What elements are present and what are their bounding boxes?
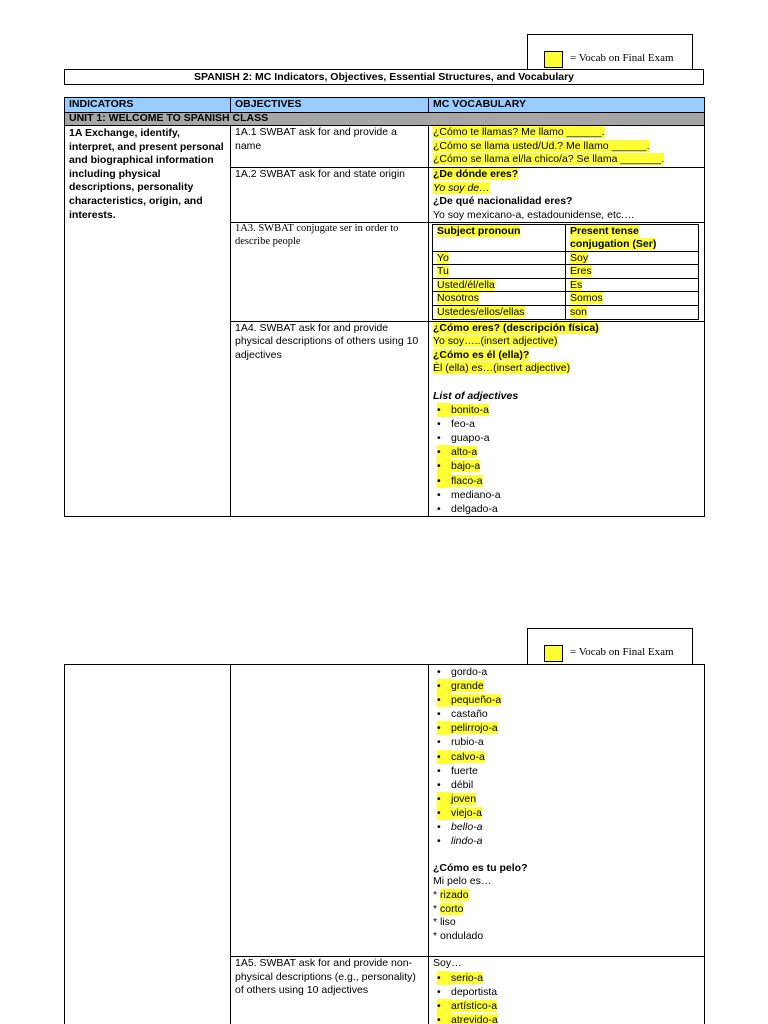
vocab-1a2-q2: ¿De qué nacionalidad eres? bbox=[433, 195, 573, 208]
bullet-icon: • bbox=[437, 403, 451, 417]
adjectives-list-continued bbox=[433, 665, 700, 848]
conj-form: Soy bbox=[566, 251, 699, 265]
list-item: * liso bbox=[433, 916, 456, 929]
list-item bbox=[433, 707, 700, 721]
vocab-1a2-a1: Yo soy de… bbox=[433, 181, 490, 194]
bullet-icon: • bbox=[437, 971, 451, 985]
bullet-icon: • bbox=[437, 1013, 451, 1024]
list-item-text: rubio-a bbox=[451, 736, 484, 749]
bullet-icon: • bbox=[437, 418, 441, 431]
vocab-1a2-a2: Yo soy mexicano-a, estadounidense, etc.… bbox=[433, 208, 635, 221]
list-item-text: gordo-a bbox=[451, 666, 488, 678]
list-item: * rizado bbox=[433, 889, 469, 901]
bullet-icon: • bbox=[437, 821, 441, 834]
objective-continued bbox=[231, 665, 429, 957]
bullet-icon: • bbox=[437, 806, 451, 820]
conj-form: Somos bbox=[566, 292, 699, 306]
bullet-icon: • bbox=[437, 445, 451, 459]
bullet-icon: • bbox=[437, 764, 441, 777]
bullet-icon: • bbox=[437, 999, 451, 1013]
list-item-text: alto-a bbox=[451, 446, 478, 459]
list-item bbox=[433, 665, 700, 679]
vocab-1a4-a2: Él (ella) es…(insert adjective) bbox=[433, 362, 571, 375]
list-item bbox=[433, 474, 700, 488]
bullet-icon: • bbox=[437, 474, 451, 488]
list-item bbox=[433, 445, 700, 459]
legend-swatch bbox=[544, 645, 563, 662]
bullet-icon: • bbox=[437, 778, 441, 791]
bullet-icon: • bbox=[437, 679, 451, 693]
bullet-icon: • bbox=[437, 502, 441, 515]
list-item bbox=[433, 459, 700, 473]
objective-1a1: 1A.1 SWBAT ask for and provide a name bbox=[231, 126, 429, 168]
curriculum-table-page2 bbox=[64, 664, 705, 1024]
list-item bbox=[433, 778, 700, 792]
list-item-text: grande bbox=[451, 680, 484, 693]
vocab-1a4-q2: ¿Cómo es él (ella)? bbox=[433, 348, 530, 361]
list-item-text: castaño bbox=[451, 708, 488, 721]
hair-answer: Mi pelo es… bbox=[433, 875, 492, 888]
conj-pronoun: Yo bbox=[433, 251, 566, 265]
list-item bbox=[433, 488, 700, 502]
list-item-text: débil bbox=[451, 778, 474, 791]
list-item-text: mediano-a bbox=[451, 488, 501, 501]
conj-form: son bbox=[566, 305, 699, 319]
list-item bbox=[433, 764, 700, 778]
conj-pronoun: Usted/él/ella bbox=[433, 278, 566, 292]
conj-pronoun: Ustedes/ellos/ellas bbox=[433, 305, 566, 319]
vocab-1a3 bbox=[429, 223, 705, 321]
list-item bbox=[433, 985, 700, 999]
conj-pronoun: Nosotros bbox=[433, 292, 566, 306]
list-item-text: pequeño-a bbox=[451, 694, 502, 707]
list-item-text: serio-a bbox=[451, 971, 484, 984]
bullet-icon: • bbox=[437, 792, 451, 806]
header-indicators: INDICATORS bbox=[65, 98, 231, 113]
vocab-1a2-q1: ¿De dónde eres? bbox=[433, 168, 519, 180]
vocab-1a5 bbox=[429, 957, 705, 1024]
list-item-text: fuerte bbox=[451, 764, 478, 777]
vocab-continued bbox=[429, 665, 705, 957]
list-item bbox=[433, 999, 700, 1013]
indicator-continued bbox=[65, 665, 231, 1024]
objective-1a3: 1A3. SWBAT conjugate ser in order to describe people bbox=[231, 223, 429, 321]
header-objectives: OBJECTIVES bbox=[231, 98, 429, 113]
vocab-1a1 bbox=[429, 126, 705, 168]
vocab-1a1-line: ¿Cómo se llama el/la chico/a? Se llama _______. bbox=[433, 153, 665, 166]
legend-text: = Vocab on Final Exam bbox=[570, 646, 674, 658]
legend-box bbox=[527, 628, 693, 664]
list-item-text: bello-a bbox=[451, 821, 483, 834]
list-item-text: feo-a bbox=[451, 418, 475, 431]
bullet-icon: • bbox=[437, 736, 441, 749]
conj-header-pronoun: Subject pronoun bbox=[433, 225, 566, 251]
list-item: * ondulado bbox=[433, 929, 484, 942]
list-item-text: rizado bbox=[440, 889, 469, 901]
conj-form: Eres bbox=[566, 265, 699, 279]
bullet-icon: • bbox=[437, 985, 441, 998]
list-item-text: liso bbox=[440, 916, 456, 929]
list-item bbox=[433, 806, 700, 820]
vocab-1a1-line: ¿Cómo se llama usted/Ud.? Me llamo ______. bbox=[433, 139, 650, 152]
list-item bbox=[433, 693, 700, 707]
vocab-1a5-intro: Soy… bbox=[433, 957, 462, 969]
list-item bbox=[433, 721, 700, 735]
vocab-1a1-line: ¿Cómo te llamas? Me llamo ______. bbox=[433, 126, 605, 138]
list-item-text: guapo-a bbox=[451, 432, 490, 445]
list-item bbox=[433, 735, 700, 749]
list-item-text: calvo-a bbox=[451, 750, 485, 763]
objective-1a2: 1A.2 SWBAT ask for and state origin bbox=[231, 168, 429, 223]
conj-header-conjugation: Present tense conjugation (Ser) bbox=[566, 225, 699, 251]
legend-swatch bbox=[544, 51, 563, 68]
list-item bbox=[433, 403, 700, 417]
legend-box bbox=[527, 34, 693, 70]
vocab-1a4-a1: Yo soy…..(insert adjective) bbox=[433, 335, 558, 348]
objective-1a5: 1A5. SWBAT ask for and provide non-physical descriptions (e.g., personality) of others using 10 adjectives bbox=[231, 957, 429, 1024]
list-item bbox=[433, 971, 700, 985]
list-item bbox=[433, 834, 700, 848]
list-item-text: lindo-a bbox=[451, 835, 483, 848]
list-item-text: artístico-a bbox=[451, 999, 498, 1012]
bullet-icon: • bbox=[437, 708, 441, 721]
bullet-icon: • bbox=[437, 693, 451, 707]
list-item-text: bonito-a bbox=[451, 404, 489, 417]
list-item bbox=[433, 1013, 700, 1024]
list-item-text: delgado-a bbox=[451, 502, 498, 515]
bullet-icon: • bbox=[437, 721, 451, 735]
list-item bbox=[433, 820, 700, 834]
objective-1a4: 1A4. SWBAT ask for and provide physical descriptions of others using 10 adjectives bbox=[231, 321, 429, 516]
list-item-text: deportista bbox=[451, 985, 498, 998]
bullet-icon: • bbox=[437, 488, 441, 501]
bullet-icon: • bbox=[437, 835, 441, 848]
curriculum-table-page1 bbox=[64, 97, 705, 517]
list-item-text: pelirrojo-a bbox=[451, 722, 498, 735]
list-item-text: bajo-a bbox=[451, 460, 481, 473]
personality-list bbox=[433, 971, 700, 1024]
list-item-text: viejo-a bbox=[451, 806, 482, 819]
ser-conjugation-table bbox=[432, 224, 699, 319]
list-item-text: joven bbox=[451, 792, 477, 805]
indicator-1a: 1A Exchange, identify, interpret, and present personal and biographical information including physical descriptions, personality characteristics, origin, and interests. bbox=[65, 126, 231, 517]
list-item bbox=[433, 679, 700, 693]
legend-text: = Vocab on Final Exam bbox=[570, 52, 674, 64]
hair-list bbox=[433, 889, 700, 943]
conj-pronoun: Tu bbox=[433, 265, 566, 279]
bullet-icon: • bbox=[437, 459, 451, 473]
adjectives-list-title: List of adjectives bbox=[433, 389, 519, 402]
bullet-icon: • bbox=[437, 432, 441, 445]
vocab-1a2 bbox=[429, 168, 705, 223]
list-item-text: flaco-a bbox=[451, 474, 483, 487]
document-title: SPANISH 2: MC Indicators, Objectives, Essential Structures, and Vocabulary bbox=[64, 69, 704, 85]
bullet-icon: • bbox=[437, 666, 441, 678]
header-vocabulary: MC VOCABULARY bbox=[429, 98, 705, 113]
list-item: * corto bbox=[433, 902, 464, 915]
list-item-text: ondulado bbox=[440, 929, 484, 942]
bullet-icon: • bbox=[437, 750, 451, 764]
list-item-text: atrevido-a bbox=[451, 1013, 498, 1024]
list-item bbox=[433, 417, 700, 431]
vocab-1a4 bbox=[429, 321, 705, 516]
list-item bbox=[433, 502, 700, 516]
vocab-1a4-q1: ¿Cómo eres? (descripción física) bbox=[433, 321, 599, 334]
conj-form: Es bbox=[566, 278, 699, 292]
list-item bbox=[433, 431, 700, 445]
list-item bbox=[433, 750, 700, 764]
hair-question: ¿Cómo es tu pelo? bbox=[433, 861, 528, 874]
list-item bbox=[433, 792, 700, 806]
adjectives-list bbox=[433, 403, 700, 516]
unit-title: UNIT 1: WELCOME TO SPANISH CLASS bbox=[65, 113, 705, 126]
list-item-text: corto bbox=[440, 902, 464, 915]
